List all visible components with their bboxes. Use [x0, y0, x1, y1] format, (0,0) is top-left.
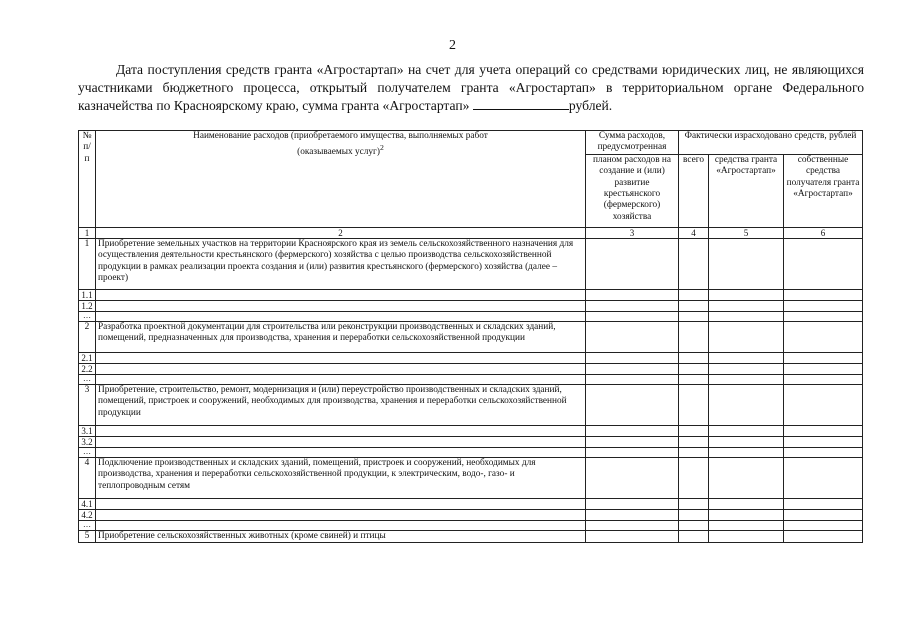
cell-total[interactable]	[679, 436, 709, 447]
cell-own[interactable]	[784, 311, 863, 321]
row-num: 1	[79, 238, 96, 289]
cell-total[interactable]	[679, 530, 709, 542]
cell-grant[interactable]	[709, 436, 784, 447]
cell-own[interactable]	[784, 363, 863, 374]
row-expense-name: Разработка проектной документации для строительства или реконструкции производственных и складских зданий, помещений, предназначенных для производства, хранения и переработки сельскохозяйственной продукции	[96, 321, 586, 352]
cell-grant[interactable]	[709, 311, 784, 321]
cell-own[interactable]	[784, 498, 863, 509]
table-row	[79, 352, 863, 363]
cell-sum[interactable]	[586, 530, 679, 542]
column-numbers-row	[79, 227, 863, 238]
cell-sum[interactable]	[586, 436, 679, 447]
table-row	[79, 311, 863, 321]
cell-own[interactable]	[784, 520, 863, 530]
cell-total[interactable]	[679, 300, 709, 311]
table-row	[79, 520, 863, 530]
cell-own[interactable]	[784, 238, 863, 289]
cell-own[interactable]	[784, 352, 863, 363]
row-num: 2.1	[79, 352, 96, 363]
cell-own[interactable]	[784, 321, 863, 352]
cell-sum[interactable]	[586, 300, 679, 311]
row-num: 4.1	[79, 498, 96, 509]
cell-grant[interactable]	[709, 238, 784, 289]
colnum-2: 2	[96, 227, 586, 238]
cell-grant[interactable]	[709, 321, 784, 352]
row-num: 3.2	[79, 436, 96, 447]
cell-grant[interactable]	[709, 384, 784, 425]
row-num: …	[79, 374, 96, 384]
row-expense-name: Приобретение сельскохозяйственных животных (кроме свиней) и птицы	[96, 530, 586, 542]
header-name-line2: (оказываемых услуг)	[297, 147, 380, 158]
cell-total[interactable]	[679, 238, 709, 289]
cell-name[interactable]	[96, 520, 586, 530]
cell-own[interactable]	[784, 447, 863, 457]
cell-grant[interactable]	[709, 425, 784, 436]
table-row	[79, 238, 863, 289]
cell-total[interactable]	[679, 520, 709, 530]
header-name-line1: Наименование расходов (приобретаемого имущества, выполняемых работ	[193, 131, 488, 141]
cell-grant[interactable]	[709, 374, 784, 384]
row-num: 4	[79, 457, 96, 498]
colnum-4: 4	[679, 227, 709, 238]
table-row	[79, 447, 863, 457]
cell-own[interactable]	[784, 457, 863, 498]
cell-own[interactable]	[784, 425, 863, 436]
cell-own[interactable]	[784, 530, 863, 542]
cell-sum[interactable]	[586, 509, 679, 520]
row-num: 2	[79, 321, 96, 352]
row-num: 4.2	[79, 509, 96, 520]
row-expense-name: Приобретение земельных участков на территории Красноярского края из земель сельскохозяйственного назначения для осуществления деятельности крестьянского (фермерского) хозяйства с целью производства сельскохозяйственной продукции в рамках реализации проекта создания и (или) развития крестьянского (фермерского) хозяйства (далее – проект)	[96, 238, 586, 289]
cell-own[interactable]	[784, 300, 863, 311]
cell-total[interactable]	[679, 447, 709, 457]
cell-sum[interactable]	[586, 311, 679, 321]
header-actual-spent: Фактически израсходовано средств, рублей	[679, 131, 863, 155]
table-row	[79, 384, 863, 425]
row-num: 3	[79, 384, 96, 425]
cell-name[interactable]	[96, 498, 586, 509]
cell-sum[interactable]	[586, 363, 679, 374]
cell-grant[interactable]	[709, 498, 784, 509]
table-row	[79, 363, 863, 374]
cell-sum[interactable]	[586, 520, 679, 530]
cell-sum[interactable]	[586, 425, 679, 436]
expenses-table	[78, 130, 863, 543]
header-own-funds: собственные средства получателя гранта «Агростартап»	[784, 154, 863, 227]
row-num: 1.2	[79, 300, 96, 311]
header-expense-name	[96, 131, 586, 228]
intro-text-end: рублей.	[568, 98, 613, 113]
cell-total[interactable]	[679, 384, 709, 425]
row-expense-name: Подключение производственных и складских зданий, помещений, пристроек и сооружений, необходимых для производства, хранения и переработки сельскохозяйственной продукции, к электрическим, водо-, газо- и теплопроводным сетям	[96, 457, 586, 498]
intro-paragraph	[78, 61, 864, 115]
table-row	[79, 300, 863, 311]
cell-sum[interactable]	[586, 321, 679, 352]
row-num: 1.1	[79, 289, 96, 300]
cell-grant[interactable]	[709, 530, 784, 542]
cell-sum[interactable]	[586, 498, 679, 509]
cell-name[interactable]	[96, 374, 586, 384]
cell-sum[interactable]	[586, 289, 679, 300]
table-row	[79, 509, 863, 520]
cell-name[interactable]	[96, 425, 586, 436]
cell-own[interactable]	[784, 289, 863, 300]
cell-total[interactable]	[679, 457, 709, 498]
header-num: № п/п	[79, 131, 96, 228]
table-row	[79, 289, 863, 300]
cell-name[interactable]	[96, 436, 586, 447]
cell-total[interactable]	[679, 289, 709, 300]
header-footnote-mark: 2	[379, 143, 384, 153]
header-grant-funds: средства гранта «Агростартап»	[709, 154, 784, 227]
colnum-5: 5	[709, 227, 784, 238]
cell-grant[interactable]	[709, 509, 784, 520]
table-row	[79, 530, 863, 542]
row-num: …	[79, 520, 96, 530]
cell-sum[interactable]	[586, 384, 679, 425]
row-num: 2.2	[79, 363, 96, 374]
row-num: …	[79, 311, 96, 321]
cell-name[interactable]	[96, 509, 586, 520]
cell-sum[interactable]	[586, 352, 679, 363]
cell-grant[interactable]	[709, 457, 784, 498]
cell-sum[interactable]	[586, 457, 679, 498]
row-num: 3.1	[79, 425, 96, 436]
cell-total[interactable]	[679, 498, 709, 509]
cell-total[interactable]	[679, 352, 709, 363]
colnum-1: 1	[79, 227, 96, 238]
row-num: 5	[79, 530, 96, 542]
cell-grant[interactable]	[709, 352, 784, 363]
page-number: 2	[449, 38, 456, 53]
cell-sum[interactable]	[586, 238, 679, 289]
table-row	[79, 425, 863, 436]
cell-sum[interactable]	[586, 374, 679, 384]
header-sum-bottom: планом расходов на создание и (или) развитие крестьянского (фермерского) хозяйства	[586, 154, 679, 227]
table-row	[79, 457, 863, 498]
cell-own[interactable]	[784, 436, 863, 447]
cell-name[interactable]	[96, 363, 586, 374]
cell-own[interactable]	[784, 384, 863, 425]
colnum-3: 3	[586, 227, 679, 238]
cell-grant[interactable]	[709, 520, 784, 530]
header-sum-top: Сумма расходов, предусмотренная	[586, 131, 679, 155]
table-row	[79, 321, 863, 352]
cell-total[interactable]	[679, 363, 709, 374]
cell-sum[interactable]	[586, 447, 679, 457]
row-expense-name: Приобретение, строительство, ремонт, модернизация и (или) переустройство производственных и складских зданий, помещений, пристроек и сооружений, необходимых для производства, хранения и переработки сельскохозяйственной продукции	[96, 384, 586, 425]
colnum-6: 6	[784, 227, 863, 238]
table-row	[79, 498, 863, 509]
table-row	[79, 374, 863, 384]
grant-amount-blank	[473, 97, 569, 110]
table-row	[79, 436, 863, 447]
cell-grant[interactable]	[709, 363, 784, 374]
cell-own[interactable]	[784, 374, 863, 384]
intro-text: Дата поступления средств гранта «Агростартап» на счет для учета операций со средствами юридических лиц, не являющихся участниками бюджетного процесса, открытый получателем гранта «Агростартап» в территориальном органе Федерального казначейства по Красноярскому краю, сумма гранта «Агростартап»	[78, 62, 864, 113]
cell-name[interactable]	[96, 352, 586, 363]
cell-name[interactable]	[96, 447, 586, 457]
cell-name[interactable]	[96, 300, 586, 311]
cell-total[interactable]	[679, 321, 709, 352]
cell-name[interactable]	[96, 289, 586, 300]
row-num: …	[79, 447, 96, 457]
cell-total[interactable]	[679, 425, 709, 436]
cell-name[interactable]	[96, 311, 586, 321]
cell-grant[interactable]	[709, 300, 784, 311]
cell-total[interactable]	[679, 509, 709, 520]
cell-total[interactable]	[679, 374, 709, 384]
cell-grant[interactable]	[709, 289, 784, 300]
cell-own[interactable]	[784, 509, 863, 520]
cell-grant[interactable]	[709, 447, 784, 457]
header-total: всего	[679, 154, 709, 227]
cell-total[interactable]	[679, 311, 709, 321]
